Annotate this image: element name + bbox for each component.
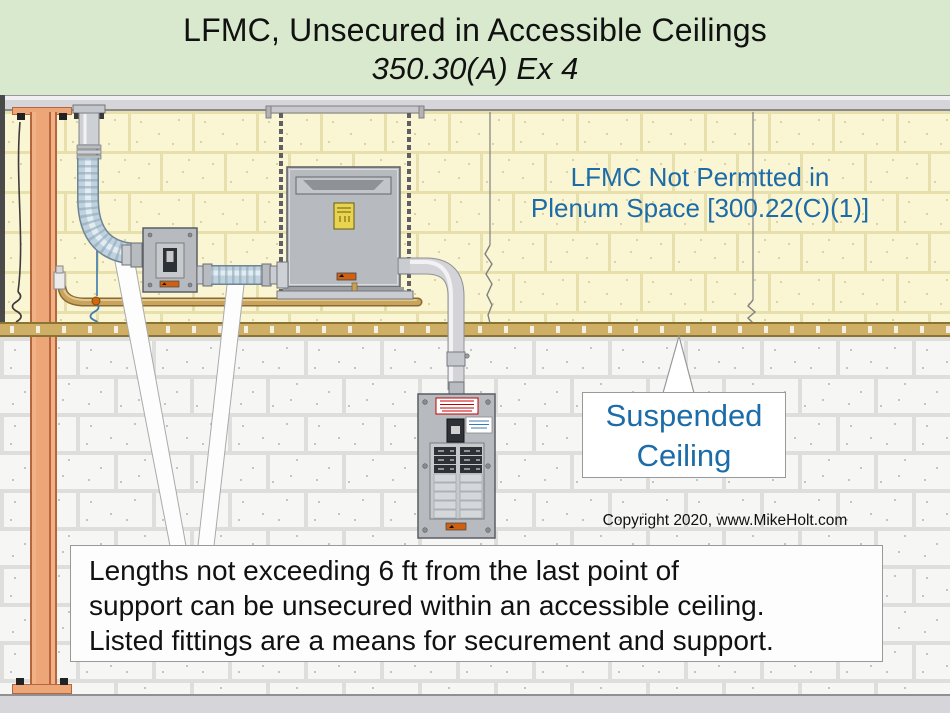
- rule-note-line3: Listed fittings are a means for securement and support.: [89, 625, 774, 656]
- ceiling-label-line2: Ceiling: [636, 438, 732, 473]
- code-reference: 350.30(A) Ex 4: [371, 51, 579, 86]
- rule-note-line2: support can be unsecured within an accessible ceiling.: [89, 590, 765, 621]
- ceiling-callout-box: [582, 392, 786, 478]
- plenum-note-line1: LFMC Not Permtted in: [570, 162, 830, 192]
- ceiling-label-line1: Suspended: [605, 398, 763, 433]
- structural-beam-bottom: [0, 694, 950, 713]
- page-title: LFMC, Unsecured in Accessible Ceilings: [183, 12, 767, 48]
- rule-note-line1: Lengths not exceeding 6 ft from the last point of: [89, 555, 679, 586]
- rule-note-box: [70, 545, 883, 662]
- plenum-note-line2: Plenum Space [300.22(C)(1)]: [530, 193, 870, 223]
- copyright-text: Copyright 2020, www.MikeHolt.com: [602, 512, 848, 529]
